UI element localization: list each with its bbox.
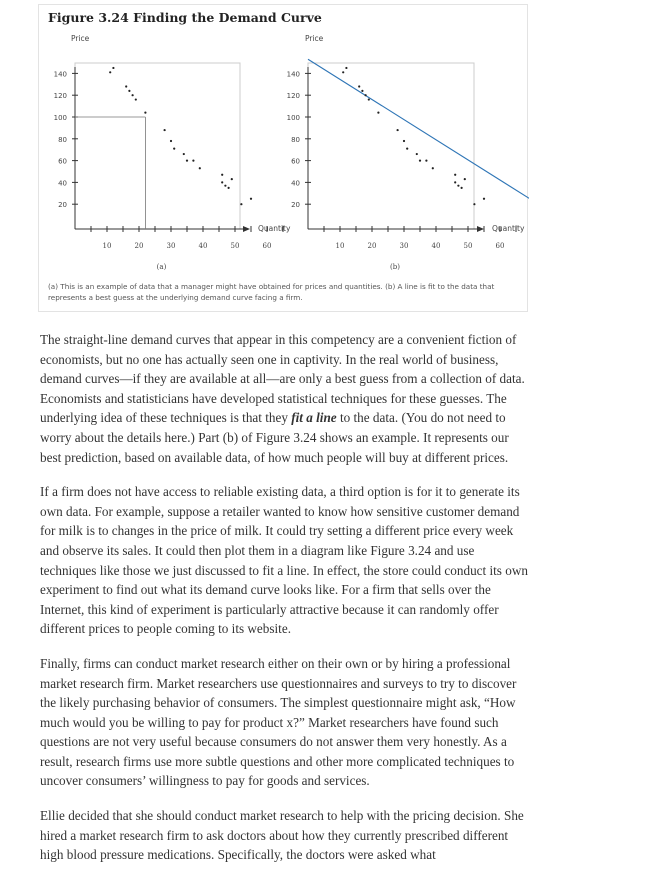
panel-a-data-point xyxy=(224,185,226,187)
panel-a-data-point xyxy=(250,198,252,200)
panel-a-data-point xyxy=(144,112,146,114)
panel-a-data-point xyxy=(192,160,194,162)
panel-a-data-point xyxy=(199,167,201,169)
panel-a-data-point xyxy=(221,181,223,183)
fit-a-line-emphasis: fit a line xyxy=(291,410,337,426)
panel-a-data-point xyxy=(240,203,242,205)
panel-a-data-point xyxy=(170,140,172,142)
panel-a-data-point xyxy=(186,160,188,162)
panel-b-data-point xyxy=(406,148,408,150)
paragraph-fit-line xyxy=(40,330,530,467)
body-text xyxy=(40,330,530,880)
panel-a-data-point xyxy=(231,178,233,180)
panel-b-data-point xyxy=(397,129,399,131)
panel-b-data-point xyxy=(416,153,418,155)
panel-b-fit-line xyxy=(308,59,529,204)
panel-b-data-point xyxy=(464,178,466,180)
panel-a-data-point xyxy=(221,174,223,176)
panel-b-x-tick-label: 60 xyxy=(495,242,505,250)
panel-a-data-point xyxy=(112,67,114,69)
panel-b-y-tick-label: 120 xyxy=(286,92,300,101)
figure-caption: (a) This is an example of data that a manager might have obtained for prices and quantities. (b) A line is fit to the data that represents a best guess at the underlying demand curve facing a firm. xyxy=(48,282,495,302)
demand-curve-charts xyxy=(39,5,529,313)
panel-b-data-point xyxy=(358,85,360,87)
panel-b-data-point xyxy=(403,140,405,142)
panel-b-x-tick-label: 50 xyxy=(463,242,473,250)
panel-a-y-tick-label: 140 xyxy=(53,70,67,79)
panel-b-data-point xyxy=(457,185,459,187)
panel-b-y-tick-label: 60 xyxy=(291,157,300,166)
panel-b-y-tick-label: 40 xyxy=(291,179,300,188)
paragraph-fit-line-after: to the data. (You do not need to worry about the details here.) Part (b) of Figure 3.24 shows an example. It represents our best prediction, based on available data, of how much people will buy at different prices. xyxy=(40,410,509,465)
panel-a-y-tick-label: 20 xyxy=(58,201,67,210)
panel-b-x-tick-label: 40 xyxy=(431,242,441,250)
panel-a-y-label: Price xyxy=(71,34,90,43)
panel-b-x-arrow-icon xyxy=(477,226,484,232)
panel-a-y-tick-label: 100 xyxy=(53,114,67,122)
panel-a-x-tick-label: 20 xyxy=(134,242,144,250)
panel-b-y-tick-label: 100 xyxy=(286,114,300,122)
panel-a-x-arrow-icon xyxy=(243,226,250,232)
panel-a-y-tick-label: 60 xyxy=(58,157,67,166)
panel-b-data-point xyxy=(361,90,363,92)
paragraph-market-research: Finally, firms can conduct market research either on their own or by hiring a professional market research firm. Market researchers use questionnaires and surveys to try to discover the likely purchasing behavior of consumers. The simplest questionnaire might ask, “How much would you be willing to pay for product x?” Market researchers have found such questions are not very useful because consumers do not answer them very honestly. As a result, research firms use more subtle questions and other more complicated techniques to uncover consumers’ willingness to pay for goods and services. xyxy=(40,655,517,789)
panel-b-y-tick-label: 140 xyxy=(286,70,300,79)
panel-a-x-tick-label: 40 xyxy=(198,242,208,250)
panel-b-y-tick-label: 20 xyxy=(291,201,300,210)
panel-a-data-point xyxy=(173,148,175,150)
panel-a-x-label: Quantity xyxy=(258,224,291,233)
panel-b-data-point xyxy=(425,160,427,162)
panel-a-label: (a) xyxy=(156,263,167,271)
panel-b-data-point xyxy=(454,174,456,176)
panel-b-data-point xyxy=(483,198,485,200)
panel-b-data-point xyxy=(461,187,463,189)
panel-a-x-tick-label: 30 xyxy=(166,242,176,250)
panel-a-data-point xyxy=(132,94,134,96)
panel-b-data-point xyxy=(342,71,344,73)
figure-title: Figure 3.24 Finding the Demand Curve xyxy=(48,10,322,25)
panel-b-data-point xyxy=(419,160,421,162)
panel-b-data-point xyxy=(345,67,347,69)
panel-a-y-tick-label: 40 xyxy=(58,179,67,188)
panel-b-data-point xyxy=(473,203,475,205)
panel-a-x-tick-label: 10 xyxy=(102,242,112,250)
paragraph-fit-line-before: The straight-line demand curves that appear in this competency are a convenient fiction of economists, but no one has actually seen one in captivity. In the real world of business, demand curves—if they are available at all—are only a best guess from a collection of data. Economists and statisticians have developed statistical techniques for these guesses. The underlying idea of these techniques is that they xyxy=(40,332,525,426)
panel-a-x-tick-label: 50 xyxy=(230,242,240,250)
panel-a-data-point xyxy=(135,98,137,100)
panel-b-frame xyxy=(308,63,474,229)
figure-container xyxy=(38,4,528,312)
panel-a-x-tick-label: 60 xyxy=(262,242,272,250)
panel-b-x-tick-label: 20 xyxy=(367,242,377,250)
panel-a-data-point xyxy=(128,90,130,92)
panel-a-y-tick-label: 120 xyxy=(53,92,67,101)
panel-a-data-point xyxy=(228,187,230,189)
panel-b-x-tick-label: 30 xyxy=(399,242,409,250)
panel-b-x-tick-label: 10 xyxy=(335,242,345,250)
panel-b-y-tick-label: 80 xyxy=(291,135,300,144)
panel-a-frame xyxy=(75,63,240,229)
panel-b-data-point xyxy=(368,98,370,100)
paragraph-ellie: Ellie decided that she should conduct market research to help with the pricing decision. She hired a market research firm to ask doctors about how they currently prescribed different high blood pressure medications. Specifically, the doctors were asked what xyxy=(40,808,524,863)
panel-b-data-point xyxy=(365,94,367,96)
panel-b-label: (b) xyxy=(390,263,400,271)
paragraph-generate-data: If a firm does not have access to reliable existing data, a third option is for it to generate its own data. For example, suppose a retailer wanted to know how sensitive customer demand for milk is to changes in the price of milk. It could try setting a different price every week and observe its sales. It could then plot them in a diagram like Figure 3.24 and use techniques like those we just discussed to fit a line. In effect, the store could conduct its own experiment to find out what its demand curve looks like. For a firm that sells over the Internet, this kind of experiment is particularly attractive because it can randomly offer different prices to people coming to its website. xyxy=(40,484,528,637)
panel-b-data-point xyxy=(432,167,434,169)
panel-b-data-point xyxy=(377,112,379,114)
panel-a-data-point xyxy=(183,153,185,155)
panel-b-data-point xyxy=(454,181,456,183)
panel-b-y-label: Price xyxy=(305,34,324,43)
panel-a-data-point xyxy=(109,71,111,73)
panel-a-data-point xyxy=(125,85,127,87)
panel-b-x-label: Quantity xyxy=(492,224,525,233)
panel-a-data-point xyxy=(164,129,166,131)
panel-a-y-tick-label: 80 xyxy=(58,135,67,144)
